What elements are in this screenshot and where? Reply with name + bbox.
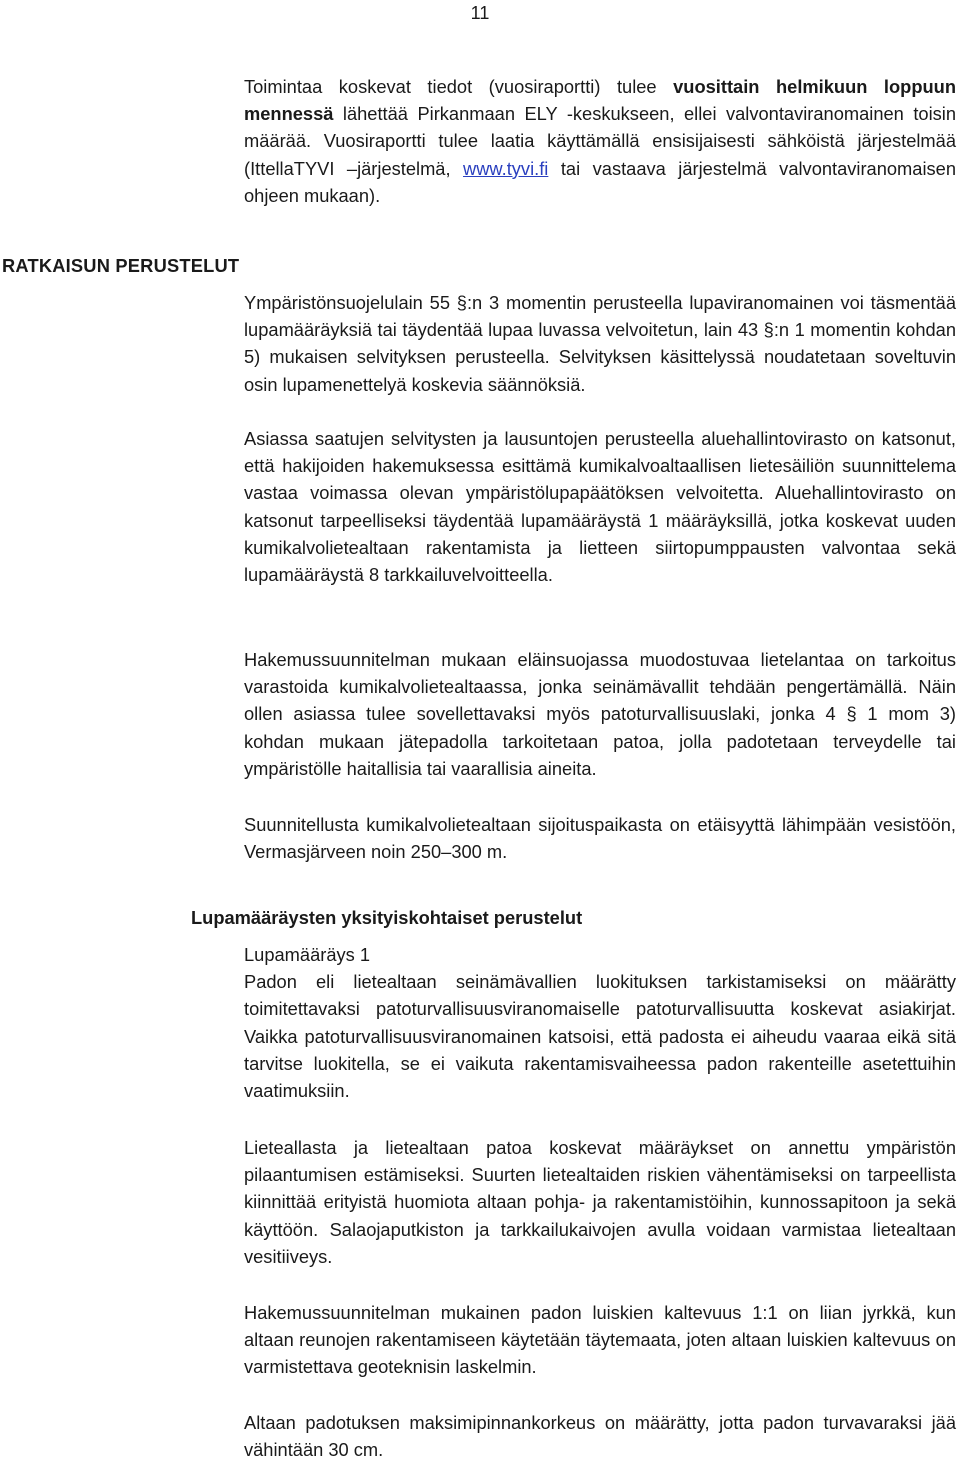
lupamaarays-label: Lupamääräys 1 bbox=[244, 944, 371, 965]
lupamaarays-paragraph: Altaan padotuksen maksimipinnankorkeus on määrätty, jotta padon turvavaraksi jää vähintään 30 cm. bbox=[244, 1412, 956, 1461]
intro-paragraph-block bbox=[244, 73, 956, 209]
page-number: 11 bbox=[470, 3, 490, 23]
intro-text-2: lähettää Pirkanmaan ELY -keskukseen, ellei valvontaviranomainen toisin määrää. Vuosiraportti tulee laatia käyttämällä ensisijaisesti sähköistä järjestelmää (IttellaTYVI –järjestelmä, bbox=[244, 103, 956, 179]
section-heading: RATKAISUN PERUSTELUT bbox=[2, 255, 240, 276]
perustelut-paragraph-3-block bbox=[244, 646, 956, 782]
tyvi-link[interactable]: www.tyvi.fi bbox=[463, 157, 549, 179]
lupamaarays-paragraph: Lieteallasta ja lietealtaan patoa koskevat määräykset on annettu ympäristön pilaantumisen estämiseksi. Suurten lietealtaiden riskien vähentämiseksi on tarpeellista kiinnittää erityistä huomiota altaan pohja- ja rakentamistöihin, kunnossapitoon ja sekä käyttöön. Salaojaputkiston ja tarkkailukaivojen avulla voidaan varmistaa lietealtaan vesitiiveys. bbox=[244, 1137, 956, 1267]
intro-text-3: tai vastaava järjestelmä valvontaviranomaisen ohjeen mukaan). bbox=[244, 157, 956, 206]
sub-heading: Lupamääräysten yksityiskohtaiset perustelut bbox=[191, 907, 583, 928]
lupamaarays-1-block bbox=[244, 941, 956, 1104]
intro-text-1: Toimintaa koskevat tiedot (vuosiraportti) tulee bbox=[244, 76, 674, 97]
perustelut-paragraph: Asiassa saatujen selvitysten ja lausuntojen perusteella aluehallintovirasto on katsonut, että hakijoiden hakemuksessa esittämä kumikalvoaltaallisen lietesäiliön suunnittelema vastaa voimassa olevan ympäristölupapäätöksen velvoitetta. Aluehallintovirasto on katsonut tarpeelliseksi täydentää lupamääräystä 1 määräyksillä, jotka koskevat uuden kumikalvolietealtaan rakentamista ja lietteen siirtopumppausten valvontaa sekä lupamääräystä 8 tarkkailuvelvoitteella. bbox=[244, 428, 956, 586]
perustelut-paragraph-4-block bbox=[244, 811, 956, 865]
lupamaarays-paragraph-3-block bbox=[244, 1299, 956, 1381]
perustelut-paragraph: Suunnitellusta kumikalvolietealtaan sijoituspaikasta on etäisyyttä lähimpään vesistöön, Vermasjärveen noin 250–300 m. bbox=[244, 814, 956, 863]
lupamaarays-paragraph-2-block bbox=[244, 1134, 956, 1270]
lupamaarays-paragraph-4-block bbox=[244, 1409, 956, 1463]
intro-paragraph bbox=[244, 73, 956, 209]
lupamaarays-paragraph: Padon eli lietealtaan seinämävallien luokituksen tarkistamiseksi on määrätty toimitettavaksi patoturvallisuusviranomaiselle patoturvallisuutta koskevat asiakirjat. Vaikka patoturvallisuusviranomainen katsoisi, että padosta ei aiheudu vaaraa eikä sitä tarvitse luokitella, se ei vaikuta rakentamisvaiheessa padon rakenteille asetettuihin vaatimuksiin. bbox=[244, 971, 956, 1102]
perustelut-paragraph-1-block bbox=[244, 289, 956, 398]
intro-deadline: vuosittain helmikuun loppuun mennessä bbox=[244, 76, 957, 125]
perustelut-paragraph: Hakemussuunnitelman mukaan eläinsuojassa muodostuvaa lietelantaa on tarkoitus varastoida kumikalvolietealtaassa, jonka seinämävallit tehdään pengertämällä. Näin ollen asiassa tulee sovellettavaksi myös patoturvallisuuslaki, jonka 4 § 1 mom 3) kohdan mukaan jätepadolla tarkoitetaan patoa, jolla padotetaan terveydelle tai ympäristölle haitallisia tai vaarallisia aineita. bbox=[244, 649, 956, 779]
perustelut-paragraph-2-block bbox=[244, 425, 956, 588]
lupamaarays-paragraph: Hakemussuunnitelman mukainen padon luiskien kaltevuus 1:1 on liian jyrkkä, kun altaan reunojen rakentamiseen käytetään täytemaata, joten altaan luiskien kaltevuus on varmistettava geoteknisin laskelmin. bbox=[244, 1302, 956, 1378]
perustelut-paragraph: Ympäristönsuojelulain 55 §:n 3 momentin perusteella lupaviranomainen voi täsmentää lupamääräyksiä tai täydentää lupaa luvassa velvoitetun, lain 43 §:n 1 momentin kohdan 5) mukaisen selvityksen perusteella. Selvityksen käsittelyssä noudatetaan soveltuvin osin lupamenettelyä koskevia säännöksiä. bbox=[244, 292, 956, 395]
